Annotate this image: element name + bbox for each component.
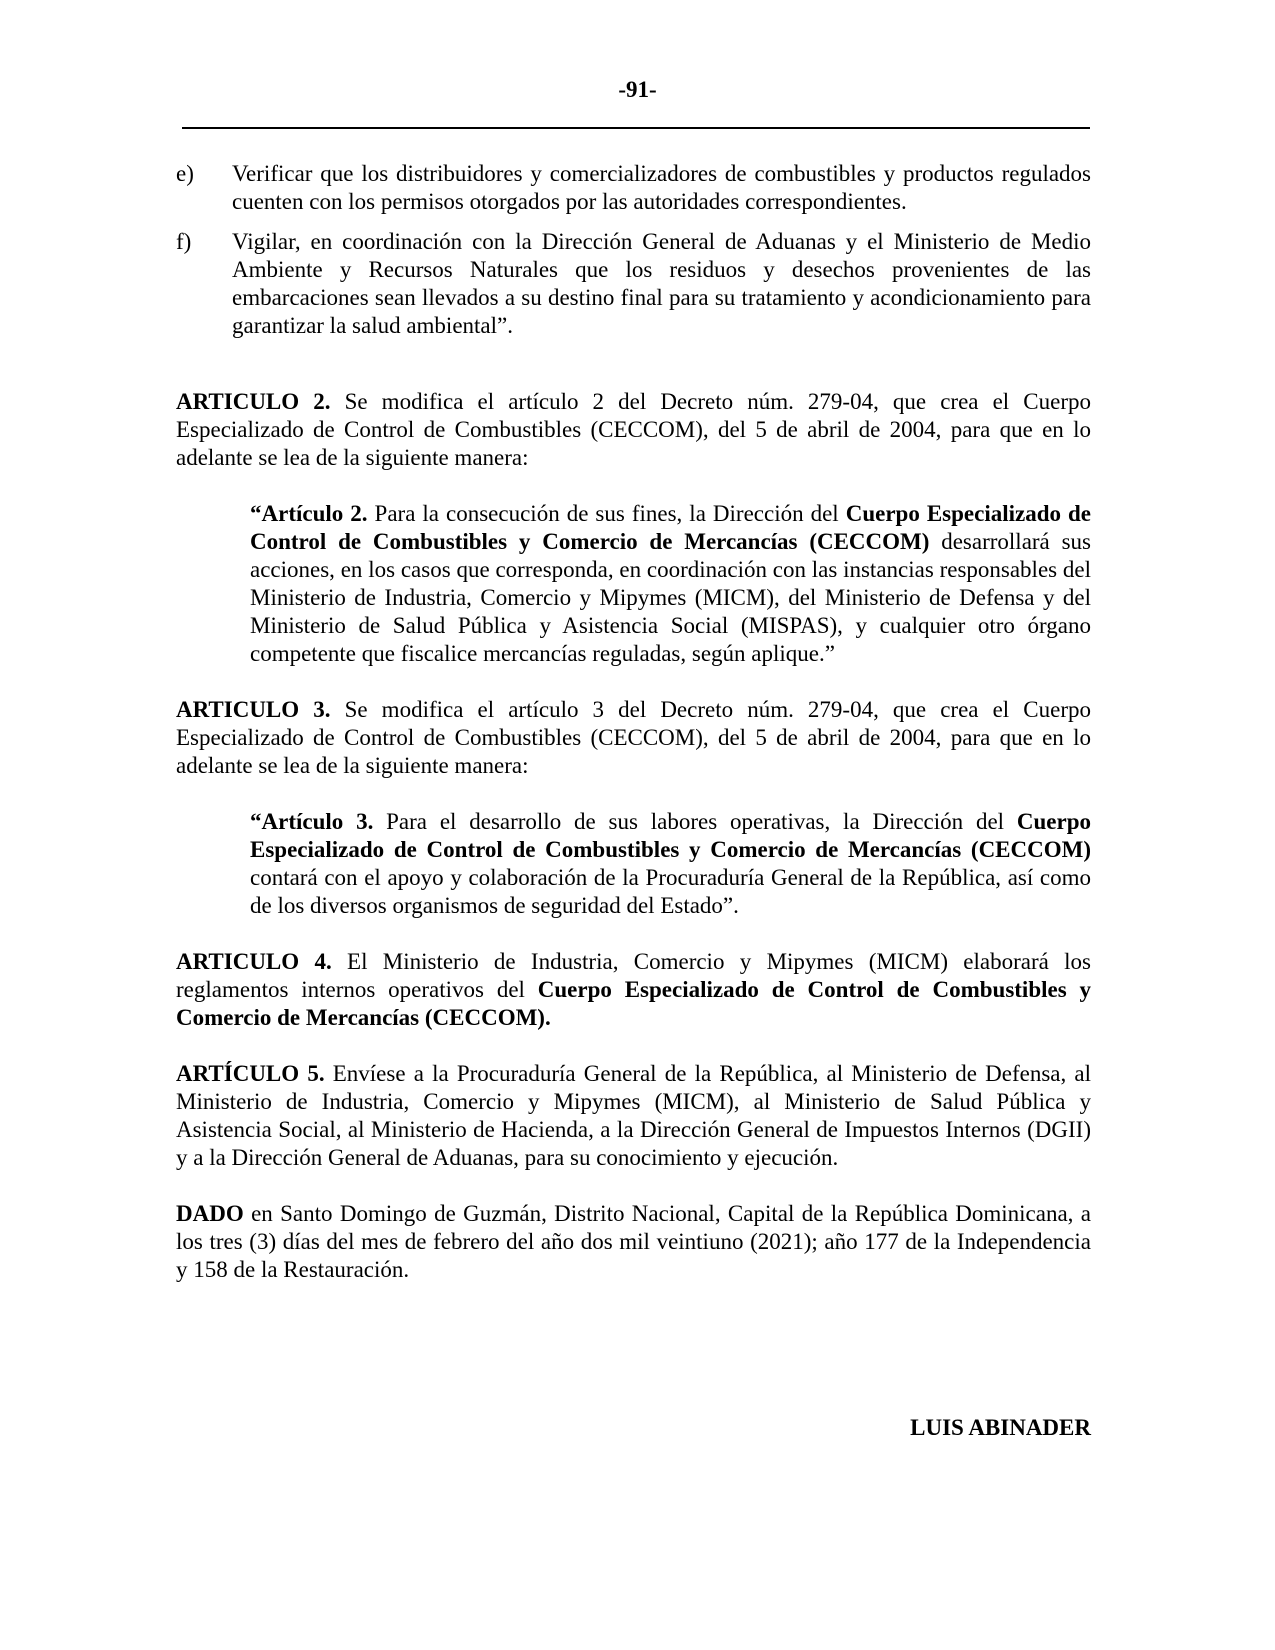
article-5	[176, 1060, 1091, 1172]
spacer	[176, 1172, 1091, 1200]
article-4-text: El Ministerio de Industria, Comercio y Mipymes (MICM) elaborará los reglamentos internos operativos del	[176, 949, 1091, 1002]
article-3-heading: ARTICULO 3.	[176, 697, 331, 722]
list-item-f	[176, 228, 1091, 340]
dado-paragraph	[176, 1200, 1091, 1284]
article-4-heading: ARTICULO 4.	[176, 949, 332, 974]
article-3-quote	[250, 808, 1091, 920]
article-2-heading: ARTICULO 2.	[176, 389, 331, 414]
article-4	[176, 948, 1091, 1032]
article-2-quote-text-2: desarrollará sus acciones, en los casos que corresponda, en coordinación con las instancias responsables del Ministerio de Industria, Comercio y Mipymes (MICM), del Ministerio de Defensa y del Ministerio de Salud Pública y Asistencia Social (MISPAS), y cualquier otro órgano competente que fiscalice mercancías reguladas, según aplique.”	[250, 529, 1091, 666]
list-item-e	[176, 160, 1091, 216]
article-3	[176, 696, 1091, 780]
spacer	[176, 920, 1091, 948]
article-2-quote-bold: Cuerpo Especializado de Control de Combustibles y Comercio de Mercancías (CECCOM)	[250, 501, 1092, 554]
page-number: -91-	[618, 77, 657, 102]
article-2-quote-heading: “Artículo 2.	[250, 501, 368, 526]
article-3-quote-text-2: contará con el apoyo y colaboración de la Procuraduría General de la República, así como de los diversos organismos de seguridad del Estado”.	[250, 865, 1091, 918]
article-4-bold: Cuerpo Especializado de Control de Combustibles y Comercio de Mercancías (CECCOM).	[176, 977, 1091, 1030]
article-3-quote-text-1: Para el desarrollo de sus labores operativas, la Dirección del	[373, 809, 1017, 834]
dado-heading: DADO	[176, 1201, 244, 1226]
article-3-quote-heading: “Artículo 3.	[250, 809, 374, 834]
list-item-marker: e)	[176, 161, 194, 186]
article-2-text: Se modifica el artículo 2 del Decreto núm. 279-04, que crea el Cuerpo Especializado de Control de Combustibles (CECCOM), del 5 de abril de 2004, para que en lo adelante se lea de la siguiente manera:	[176, 389, 1091, 470]
document-body	[176, 160, 1091, 1284]
article-2-quote-text-1: Para la consecución de sus fines, la Dirección del	[367, 501, 846, 526]
list-item-text: Vigilar, en coordinación con la Dirección General de Aduanas y el Ministerio de Medio Ambiente y Recursos Naturales que los residuos y desechos provenientes de las embarcaciones sean llevados a su destino final para su tratamiento y acondicionamiento para garantizar la salud ambiental”.	[232, 229, 1091, 338]
dado-text: en Santo Domingo de Guzmán, Distrito Nacional, Capital de la República Dominicana, a los tres (3) días del mes de febrero del año dos mil veintiuno (2021); año 177 de la Independencia y 158 de la Restauración.	[176, 1201, 1091, 1282]
list-item-marker: f)	[176, 229, 192, 254]
spacer	[176, 472, 1091, 500]
spacer	[176, 1032, 1091, 1060]
spacer	[176, 780, 1091, 808]
article-2-quote	[250, 500, 1091, 668]
list-item-text: Verificar que los distribuidores y comercializadores de combustibles y productos regulados cuenten con los permisos otorgados por las autoridades correspondientes.	[232, 161, 1091, 214]
article-2	[176, 388, 1091, 472]
header-rule	[182, 127, 1090, 129]
spacer	[176, 352, 1091, 388]
signature-name: LUIS ABINADER	[910, 1415, 1091, 1440]
spacer	[176, 668, 1091, 696]
article-3-text: Se modifica el artículo 3 del Decreto núm. 279-04, que crea el Cuerpo Especializado de Control de Combustibles (CECCOM), del 5 de abril de 2004, para que en lo adelante se lea de la siguiente manera:	[176, 697, 1091, 778]
article-5-text: Envíese a la Procuraduría General de la República, al Ministerio de Defensa, al Ministerio de Industria, Comercio y Mipymes (MICM), al Ministerio de Salud Pública y Asistencia Social, al Ministerio de Hacienda, a la Dirección General de Impuestos Internos (DGII) y a la Dirección General de Aduanas, para su conocimiento y ejecución.	[176, 1061, 1091, 1170]
article-5-heading: ARTÍCULO 5.	[176, 1061, 325, 1086]
article-3-quote-bold: Cuerpo Especializado de Control de Combustibles y Comercio de Mercancías (CECCOM)	[250, 809, 1091, 862]
